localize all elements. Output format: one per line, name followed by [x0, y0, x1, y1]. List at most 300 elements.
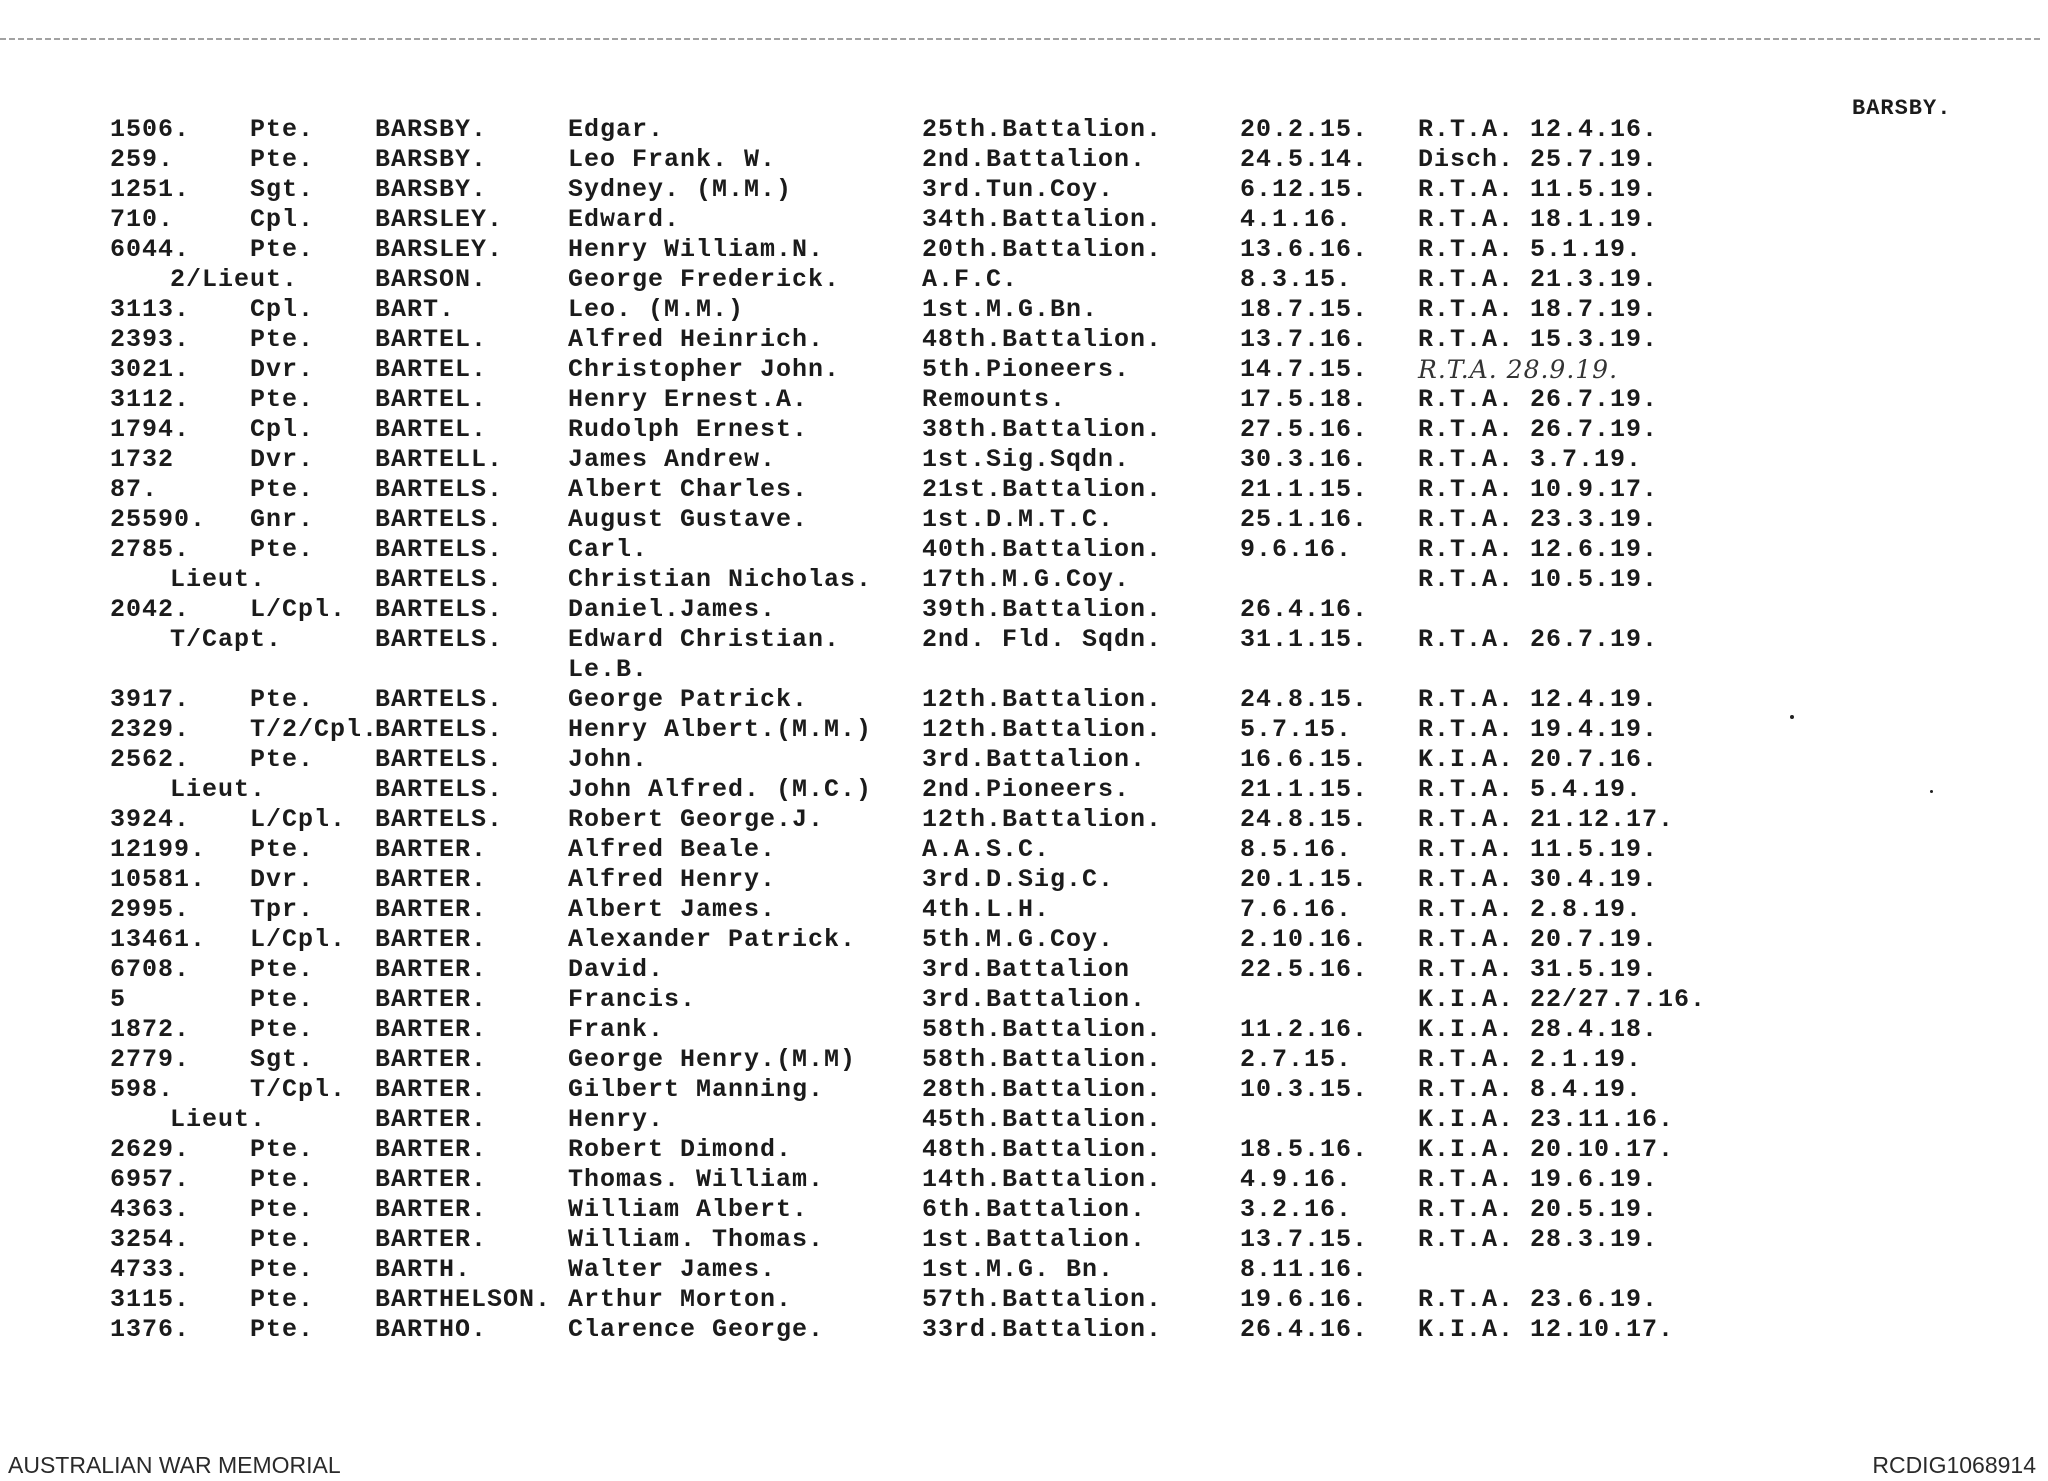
enlistment-date: 21.1.15. [1240, 775, 1369, 804]
enlistment-date: 17.5.18. [1240, 385, 1369, 414]
top-border-line [0, 38, 2040, 40]
service-number: 2042. [110, 595, 191, 624]
given-names: Francis. [568, 985, 697, 1014]
roll-entry [0, 535, 2048, 565]
enlistment-date: 20.2.15. [1240, 115, 1369, 144]
enlistment-date: 13.7.15. [1240, 1225, 1369, 1254]
rank: Dvr. [250, 445, 315, 474]
service-number: 2779. [110, 1045, 191, 1074]
surname: BARTER. [375, 955, 488, 984]
rank: Pte. [250, 235, 315, 264]
unit: 33rd.Battalion. [922, 1315, 1163, 1344]
given-names: Christopher John. [568, 355, 841, 384]
roll-entry [0, 415, 2048, 445]
unit: 3rd.Battalion. [922, 745, 1147, 774]
fate: R.T.A. 8.4.19. [1418, 1075, 1643, 1104]
service-number: 1376. [110, 1315, 191, 1344]
unit: 1st.D.M.T.C. [922, 505, 1115, 534]
fate: Disch. 25.7.19. [1418, 145, 1659, 174]
unit: 5th.Pioneers. [922, 355, 1131, 384]
rank: Pte. [250, 535, 315, 564]
service-number: 6044. [110, 235, 191, 264]
enlistment-date: 11.2.16. [1240, 1015, 1369, 1044]
footer-record-id: RCDIG1068914 [1872, 1452, 2036, 1478]
fate: R.T.A. 26.7.19. [1418, 385, 1659, 414]
surname: BARSBY. [375, 115, 488, 144]
surname: BARTELS. [375, 625, 504, 654]
enlistment-date: 22.5.16. [1240, 955, 1369, 984]
rank: Pte. [250, 1255, 315, 1284]
unit: 57th.Battalion. [922, 1285, 1163, 1314]
surname: BARTH. [375, 1255, 472, 1284]
service-number: 2329. [110, 715, 191, 744]
surname: BARTER. [375, 1195, 488, 1224]
fate: R.T.A. 2.8.19. [1418, 895, 1643, 924]
fate: R.T.A. 12.4.19. [1418, 685, 1659, 714]
enlistment-date: 20.1.15. [1240, 865, 1369, 894]
unit: 20th.Battalion. [922, 235, 1163, 264]
unit: 12th.Battalion. [922, 685, 1163, 714]
service-number: 3113. [110, 295, 191, 324]
service-number: 25590. [110, 505, 207, 534]
roll-entry [0, 985, 2048, 1015]
fate: R.T.A. 5.4.19. [1418, 775, 1643, 804]
enlistment-date: 7.6.16. [1240, 895, 1353, 924]
rank: Pte. [250, 985, 315, 1014]
surname: BARTER. [375, 1015, 488, 1044]
roll-entry [0, 145, 2048, 175]
rank: Pte. [250, 835, 315, 864]
roll-entry [0, 895, 2048, 925]
fate: R.T.A. 5.1.19. [1418, 235, 1643, 264]
rank: Dvr. [250, 355, 315, 384]
given-names: John. [568, 745, 649, 774]
fate: R.T.A. 20.5.19. [1418, 1195, 1659, 1224]
fate: R.T.A. 18.7.19. [1418, 295, 1659, 324]
service-number: 6957. [110, 1165, 191, 1194]
surname: BARTELS. [375, 685, 504, 714]
unit: 58th.Battalion. [922, 1015, 1163, 1044]
surname: BARTELL. [375, 445, 504, 474]
rank: Pte. [250, 745, 315, 774]
enlistment-date: 3.2.16. [1240, 1195, 1353, 1224]
surname: BARSLEY. [375, 235, 504, 264]
service-number: 4733. [110, 1255, 191, 1284]
fate: R.T.A. 18.1.19. [1418, 205, 1659, 234]
surname: BARTELS. [375, 715, 504, 744]
given-names: William Albert. [568, 1195, 809, 1224]
service-number: 259. [110, 145, 175, 174]
given-names: Albert James. [568, 895, 777, 924]
fate: R.T.A. 19.4.19. [1418, 715, 1659, 744]
surname: BARTEL. [375, 385, 488, 414]
surname: BARTELS. [375, 805, 504, 834]
fate: R.T.A. 21.12.17. [1418, 805, 1675, 834]
unit: 12th.Battalion. [922, 715, 1163, 744]
roll-entry [0, 445, 2048, 475]
surname: BARTEL. [375, 355, 488, 384]
fate: K.I.A. 22/27.7.16. [1418, 985, 1707, 1014]
fate: R.T.A. 20.7.19. [1418, 925, 1659, 954]
service-number: 12199. [110, 835, 207, 864]
surname: BARSLEY. [375, 205, 504, 234]
roll-entry [0, 475, 2048, 505]
given-names: Henry William.N. [568, 235, 825, 264]
unit: 4th.L.H. [922, 895, 1051, 924]
service-number: 3917. [110, 685, 191, 714]
unit: 2nd. Fld. Sqdn. [922, 625, 1163, 654]
unit: 2nd.Battalion. [922, 145, 1147, 174]
unit: Remounts. [922, 385, 1067, 414]
paper-speck [1930, 790, 1933, 793]
given-names: Arthur Morton. [568, 1285, 793, 1314]
rank: T/2/Cpl. [250, 715, 379, 744]
unit: 3rd.Tun.Coy. [922, 175, 1115, 204]
roll-entry [0, 625, 2048, 655]
roll-entry [0, 595, 2048, 625]
enlistment-date: 9.6.16. [1240, 535, 1353, 564]
rank: Pte. [250, 325, 315, 354]
roll-entry [0, 715, 2048, 745]
fate: R.T.A. 3.7.19. [1418, 445, 1643, 474]
roll-entry [0, 235, 2048, 265]
rank: Lieut. [170, 565, 267, 594]
roll-entry [0, 565, 2048, 595]
service-number: 1251. [110, 175, 191, 204]
rank: Sgt. [250, 175, 315, 204]
given-names: Walter James. [568, 1255, 777, 1284]
surname: BARTELS. [375, 475, 504, 504]
given-names: Edward Christian. [568, 625, 841, 654]
surname: BARSBY. [375, 145, 488, 174]
given-names: Thomas. William. [568, 1165, 825, 1194]
fate: R.T.A. 15.3.19. [1418, 325, 1659, 354]
unit: A.F.C. [922, 265, 1019, 294]
unit: 6th.Battalion. [922, 1195, 1147, 1224]
surname: BARTER. [375, 985, 488, 1014]
rank: Pte. [250, 1195, 315, 1224]
given-names: George Patrick. [568, 685, 809, 714]
enlistment-date: 18.7.15. [1240, 295, 1369, 324]
service-number: 1506. [110, 115, 191, 144]
roll-entry [0, 1045, 2048, 1075]
unit: 3rd.D.Sig.C. [922, 865, 1115, 894]
rank: Gnr. [250, 505, 315, 534]
given-names: August Gustave. [568, 505, 809, 534]
unit: 17th.M.G.Coy. [922, 565, 1131, 594]
surname: BARTER. [375, 1105, 488, 1134]
enlistment-date: 8.5.16. [1240, 835, 1353, 864]
unit: 3rd.Battalion [922, 955, 1131, 984]
fate: R.T.A. 19.6.19. [1418, 1165, 1659, 1194]
unit: 25th.Battalion. [922, 115, 1163, 144]
fate: K.I.A. 12.10.17. [1418, 1315, 1675, 1344]
unit: 3rd.Battalion. [922, 985, 1147, 1014]
enlistment-date: 25.1.16. [1240, 505, 1369, 534]
unit: 14th.Battalion. [922, 1165, 1163, 1194]
service-number: 3112. [110, 385, 191, 414]
nominal-roll-list [0, 115, 2048, 1345]
surname: BARTER. [375, 1075, 488, 1104]
service-number: 3021. [110, 355, 191, 384]
service-number: 3115. [110, 1285, 191, 1314]
service-number: 2393. [110, 325, 191, 354]
roll-entry [0, 265, 2048, 295]
unit: 40th.Battalion. [922, 535, 1163, 564]
surname: BARTELS. [375, 775, 504, 804]
rank: T/Cpl. [250, 1075, 347, 1104]
enlistment-date: 21.1.15. [1240, 475, 1369, 504]
service-number: 5 [110, 985, 127, 1014]
fate: R.T.A. 10.5.19. [1418, 565, 1659, 594]
enlistment-date: 18.5.16. [1240, 1135, 1369, 1164]
rank: Pte. [250, 1225, 315, 1254]
surname: BARTER. [375, 835, 488, 864]
unit: 1st.Sig.Sqdn. [922, 445, 1131, 474]
roll-entry [0, 325, 2048, 355]
given-names: Gilbert Manning. [568, 1075, 825, 1104]
given-names: Sydney. (M.M.) [568, 175, 793, 204]
given-names: Leo Frank. W. [568, 145, 777, 174]
roll-entry [0, 355, 2048, 385]
given-names: Christian Nicholas. [568, 565, 873, 594]
unit: 58th.Battalion. [922, 1045, 1163, 1074]
service-number: 2785. [110, 535, 191, 564]
given-names: Robert Dimond. [568, 1135, 793, 1164]
rank: Dvr. [250, 865, 315, 894]
service-number: 3924. [110, 805, 191, 834]
service-number: 2629. [110, 1135, 191, 1164]
rank: Pte. [250, 1165, 315, 1194]
roll-entry [0, 205, 2048, 235]
service-number: 4363. [110, 1195, 191, 1224]
roll-entry [0, 295, 2048, 325]
surname: BARTER. [375, 1045, 488, 1074]
enlistment-date: 24.5.14. [1240, 145, 1369, 174]
surname: BARTER. [375, 1135, 488, 1164]
enlistment-date: 8.3.15. [1240, 265, 1353, 294]
rank: Sgt. [250, 1045, 315, 1074]
enlistment-date: 27.5.16. [1240, 415, 1369, 444]
given-names: Henry Albert.(M.M.) [568, 715, 873, 744]
surname: BARTELS. [375, 505, 504, 534]
given-names: Edward. [568, 205, 681, 234]
roll-entry [0, 955, 2048, 985]
unit: 38th.Battalion. [922, 415, 1163, 444]
service-number: 710. [110, 205, 175, 234]
enlistment-date: 16.6.15. [1240, 745, 1369, 774]
enlistment-date: 6.12.15. [1240, 175, 1369, 204]
unit: 1st.M.G. Bn. [922, 1255, 1115, 1284]
unit: 5th.M.G.Coy. [922, 925, 1115, 954]
service-number: 13461. [110, 925, 207, 954]
rank: 2/Lieut. [170, 265, 299, 294]
given-names: James Andrew. [568, 445, 777, 474]
service-number: 6708. [110, 955, 191, 984]
unit: 21st.Battalion. [922, 475, 1163, 504]
surname: BARTER. [375, 865, 488, 894]
rank: Pte. [250, 955, 315, 984]
fate: R.T.A. 11.5.19. [1418, 175, 1659, 204]
enlistment-date: 2.10.16. [1240, 925, 1369, 954]
enlistment-date: 4.9.16. [1240, 1165, 1353, 1194]
service-number: 1732 [110, 445, 175, 474]
given-names: Alfred Beale. [568, 835, 777, 864]
fate: R.T.A. 11.5.19. [1418, 835, 1659, 864]
given-names: Rudolph Ernest. [568, 415, 809, 444]
given-names: William. Thomas. [568, 1225, 825, 1254]
unit: 48th.Battalion. [922, 1135, 1163, 1164]
roll-entry [0, 175, 2048, 205]
unit: 2nd.Pioneers. [922, 775, 1131, 804]
roll-entry [0, 505, 2048, 535]
fate: K.I.A. 20.10.17. [1418, 1135, 1675, 1164]
unit: A.A.S.C. [922, 835, 1051, 864]
surname: BARTELS. [375, 535, 504, 564]
enlistment-date: 24.8.15. [1240, 685, 1369, 714]
given-names: Clarence George. [568, 1315, 825, 1344]
roll-entry [0, 115, 2048, 145]
roll-entry [0, 1105, 2048, 1135]
rank: Pte. [250, 115, 315, 144]
fate: R.T.A. 21.3.19. [1418, 265, 1659, 294]
enlistment-date: 26.4.16. [1240, 1315, 1369, 1344]
fate: R.T.A. 10.9.17. [1418, 475, 1659, 504]
given-names: Alfred Henry. [568, 865, 777, 894]
given-names: Daniel.James. [568, 595, 777, 624]
roll-entry [0, 1015, 2048, 1045]
enlistment-date: 31.1.15. [1240, 625, 1369, 654]
unit: 48th.Battalion. [922, 325, 1163, 354]
enlistment-date: 10.3.15. [1240, 1075, 1369, 1104]
roll-entry [0, 1255, 2048, 1285]
service-number: 10581. [110, 865, 207, 894]
unit: 28th.Battalion. [922, 1075, 1163, 1104]
roll-entry [0, 805, 2048, 835]
roll-entry [0, 1315, 2048, 1345]
roll-entry [0, 685, 2048, 715]
given-names: George Henry.(M.M) [568, 1045, 857, 1074]
surname: BARTELS. [375, 595, 504, 624]
rank: Pte. [250, 145, 315, 174]
given-names: Le.B. [568, 655, 649, 684]
rank: Cpl. [250, 295, 315, 324]
rank: Pte. [250, 1135, 315, 1164]
given-names: David. [568, 955, 665, 984]
rank: Pte. [250, 1285, 315, 1314]
unit: 1st.Battalion. [922, 1225, 1147, 1254]
roll-entry [0, 655, 2048, 685]
surname: BARTER. [375, 925, 488, 954]
surname: BARTER. [375, 1225, 488, 1254]
surname: BARTHO. [375, 1315, 488, 1344]
rank: Pte. [250, 685, 315, 714]
unit: 34th.Battalion. [922, 205, 1163, 234]
fate: R.T.A. 12.4.16. [1418, 115, 1659, 144]
given-names: Carl. [568, 535, 649, 564]
surname: BARTELS. [375, 745, 504, 774]
fate: R.T.A. 26.7.19. [1418, 625, 1659, 654]
given-names: Robert George.J. [568, 805, 825, 834]
fate: R.T.A. 28.3.19. [1418, 1225, 1659, 1254]
rank: Tpr. [250, 895, 315, 924]
fate: K.I.A. 23.11.16. [1418, 1105, 1675, 1134]
enlistment-date: 4.1.16. [1240, 205, 1353, 234]
roll-entry [0, 775, 2048, 805]
fate: R.T.A. 23.6.19. [1418, 1285, 1659, 1314]
fate: R.T.A. 30.4.19. [1418, 865, 1659, 894]
enlistment-date: 13.6.16. [1240, 235, 1369, 264]
fate: R.T.A. 26.7.19. [1418, 415, 1659, 444]
surname: BARSON. [375, 265, 488, 294]
service-number: 2562. [110, 745, 191, 774]
enlistment-date: 8.11.16. [1240, 1255, 1369, 1284]
enlistment-date: 26.4.16. [1240, 595, 1369, 624]
given-names: Edgar. [568, 115, 665, 144]
enlistment-date: 30.3.16. [1240, 445, 1369, 474]
given-names: Leo. (M.M.) [568, 295, 745, 324]
service-number: 1872. [110, 1015, 191, 1044]
roll-entry [0, 1195, 2048, 1225]
fate: K.I.A. 20.7.16. [1418, 745, 1659, 774]
surname: BARTEL. [375, 325, 488, 354]
surname: BARTER. [375, 1165, 488, 1194]
roll-entry [0, 1135, 2048, 1165]
enlistment-date: 24.8.15. [1240, 805, 1369, 834]
enlistment-date: 19.6.16. [1240, 1285, 1369, 1314]
roll-entry [0, 865, 2048, 895]
given-names: John Alfred. (M.C.) [568, 775, 873, 804]
fate: R.T.A. 2.1.19. [1418, 1045, 1643, 1074]
rank: L/Cpl. [250, 925, 347, 954]
fate: R.T.A. 28.9.19. [1418, 355, 1619, 384]
page-header-tag: BARSBY. [1852, 96, 1952, 121]
roll-entry [0, 1285, 2048, 1315]
rank: Pte. [250, 1315, 315, 1344]
enlistment-date: 13.7.16. [1240, 325, 1369, 354]
rank: L/Cpl. [250, 805, 347, 834]
given-names: Alexander Patrick. [568, 925, 857, 954]
surname: BARTHELSON. [375, 1285, 552, 1314]
service-number: 3254. [110, 1225, 191, 1254]
unit: 39th.Battalion. [922, 595, 1163, 624]
enlistment-date: 14.7.15. [1240, 355, 1369, 384]
enlistment-date: 5.7.15. [1240, 715, 1353, 744]
surname: BARTEL. [375, 415, 488, 444]
rank: Lieut. [170, 1105, 267, 1134]
given-names: Henry. [568, 1105, 665, 1134]
service-number: 87. [110, 475, 159, 504]
rank: Cpl. [250, 415, 315, 444]
unit: 12th.Battalion. [922, 805, 1163, 834]
rank: Pte. [250, 475, 315, 504]
given-names: Alfred Heinrich. [568, 325, 825, 354]
rank: L/Cpl. [250, 595, 347, 624]
rank: Pte. [250, 1015, 315, 1044]
roll-entry [0, 1165, 2048, 1195]
footer-institution: AUSTRALIAN WAR MEMORIAL [8, 1452, 341, 1478]
given-names: George Frederick. [568, 265, 841, 294]
rank: T/Capt. [170, 625, 283, 654]
given-names: Henry Ernest.A. [568, 385, 809, 414]
rank: Cpl. [250, 205, 315, 234]
roll-entry [0, 1225, 2048, 1255]
roll-entry [0, 835, 2048, 865]
given-names: Frank. [568, 1015, 665, 1044]
unit: 1st.M.G.Bn. [922, 295, 1099, 324]
enlistment-date: 2.7.15. [1240, 1045, 1353, 1074]
fate: R.T.A. 23.3.19. [1418, 505, 1659, 534]
